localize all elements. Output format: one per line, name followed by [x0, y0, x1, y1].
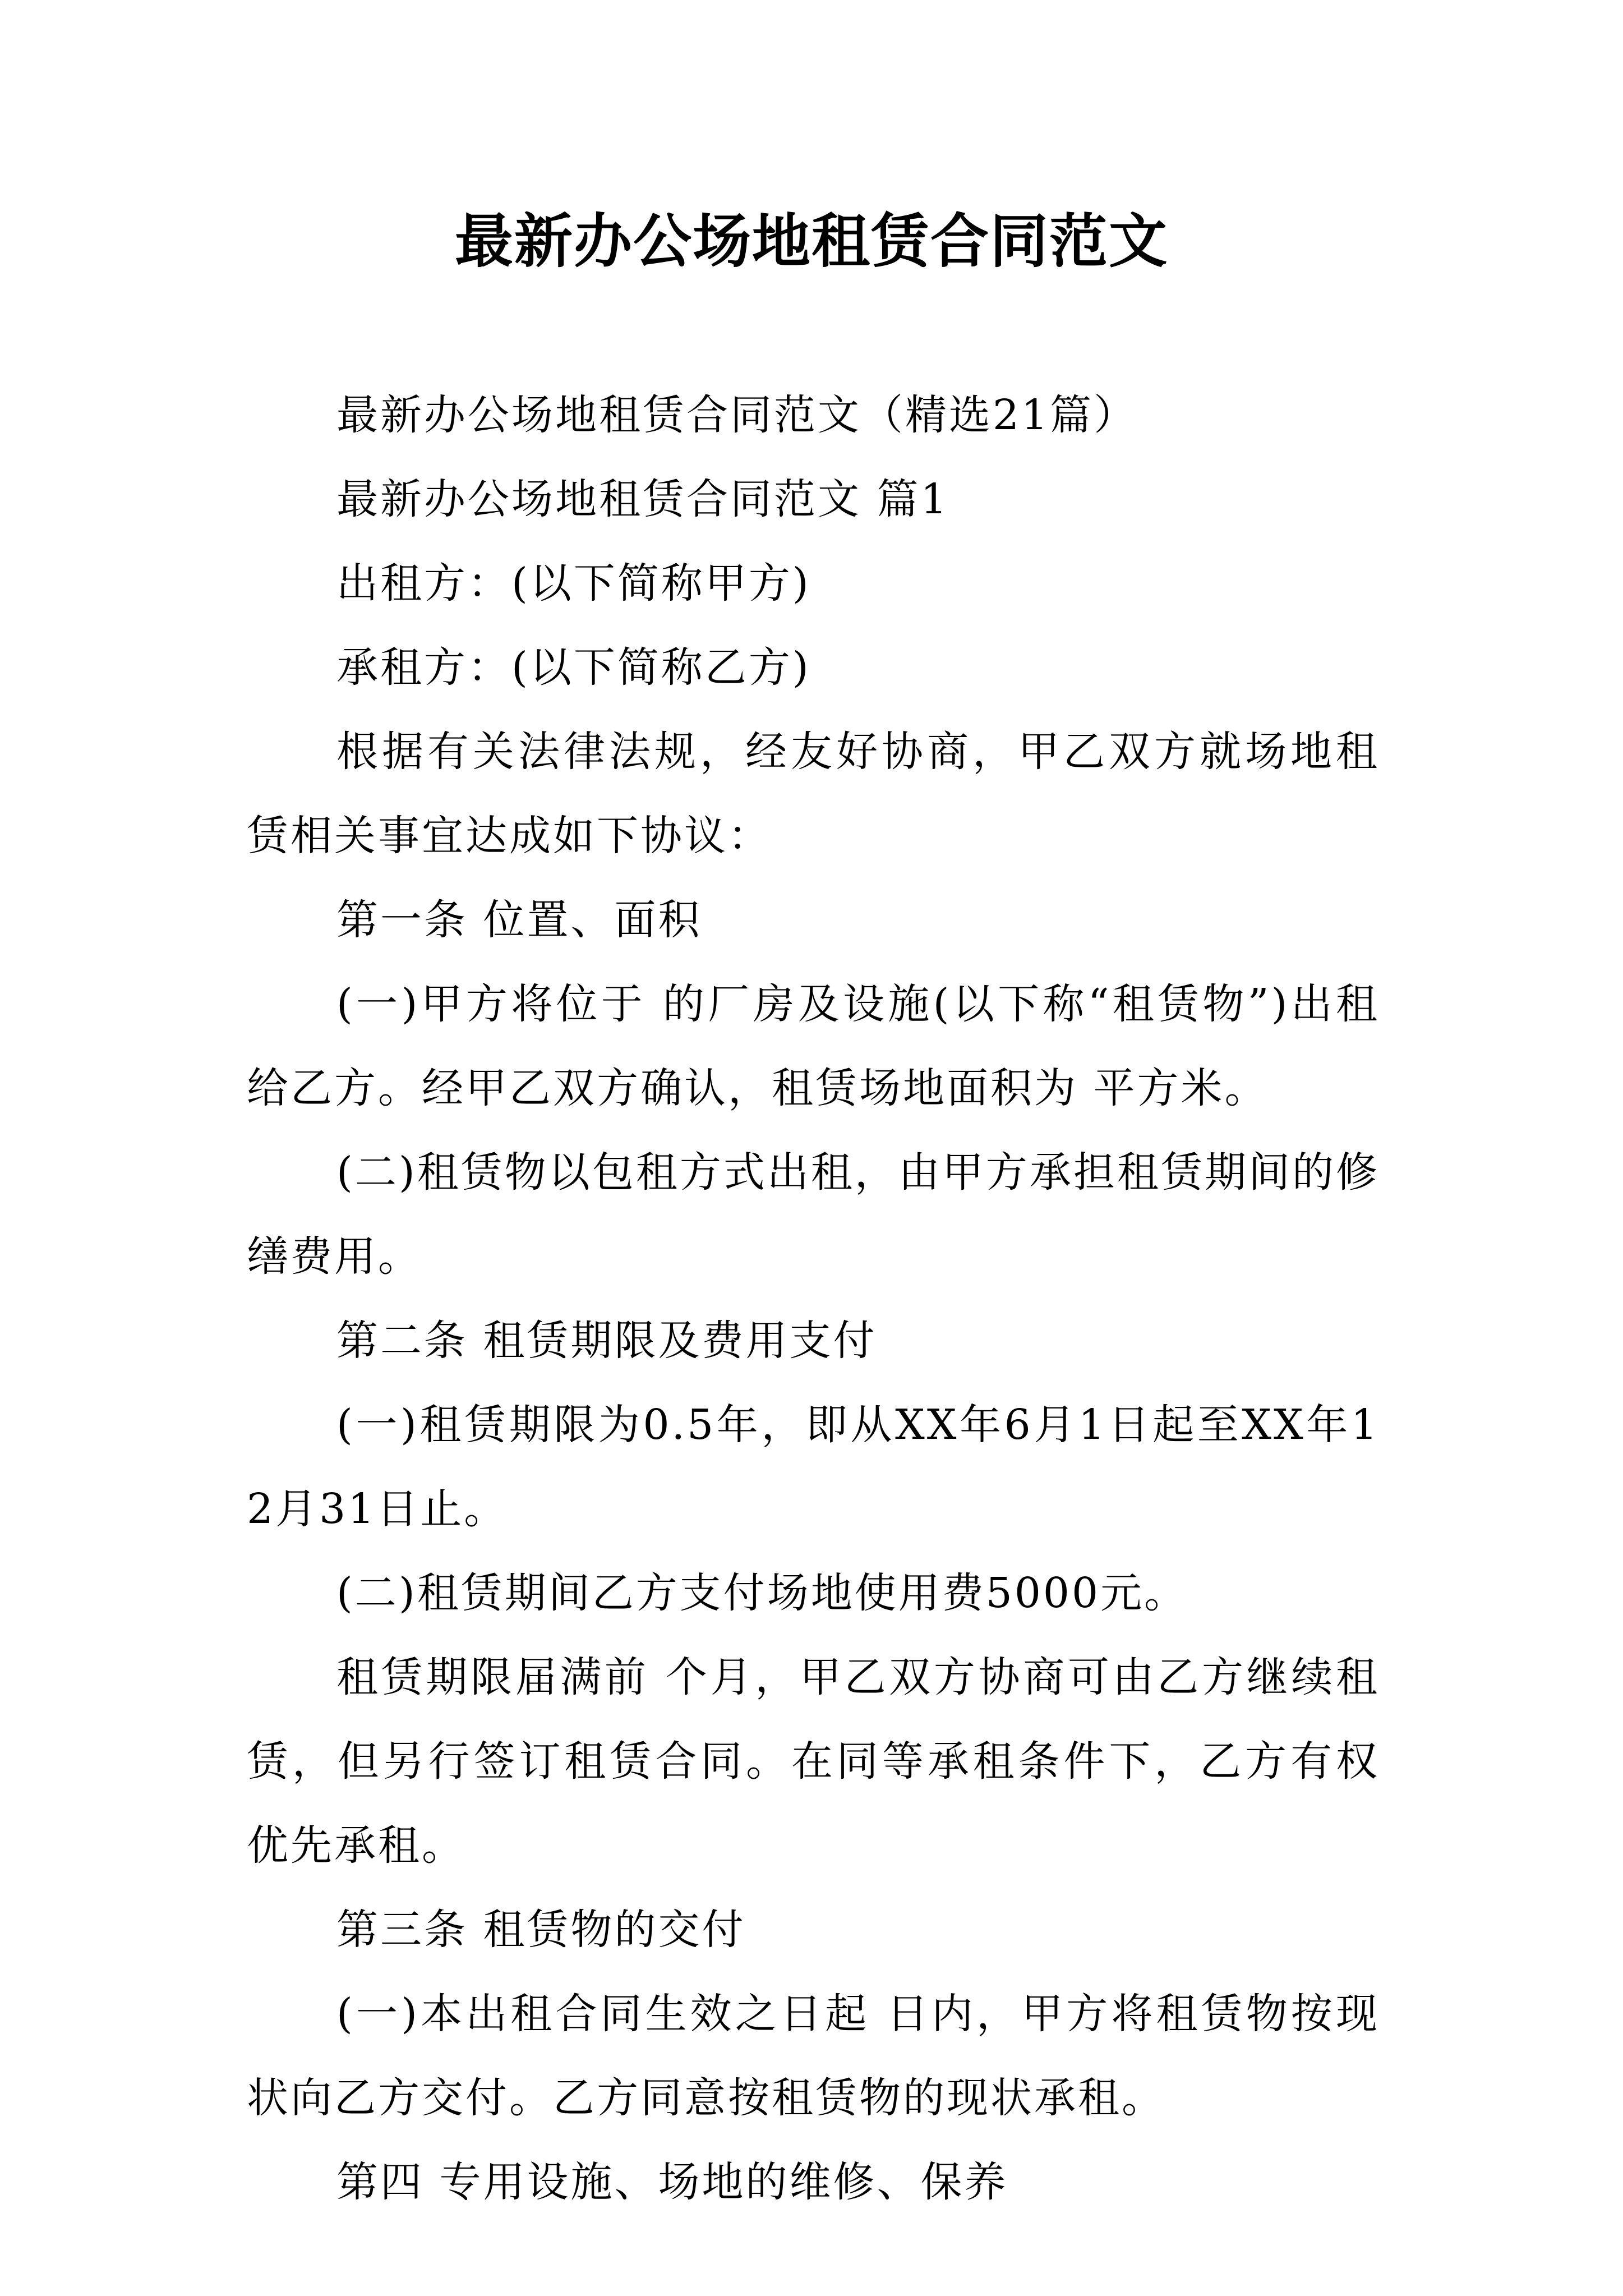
paragraph: 根据有关法律法规，经友好协商，甲乙双方就场地租赁相关事宜达成如下协议： — [247, 728, 1380, 860]
document-body — [247, 373, 1380, 2224]
paragraph: (一)租赁期限为0.5年，即从XX年6月1日起至XX年12月31日止。 — [247, 1401, 1380, 1533]
paragraph: 最新办公场地租赁合同范文（精选21篇） — [336, 391, 1138, 439]
document-title: 最新办公场地租赁合同范文 — [454, 206, 1168, 275]
section-heading: 第一条 位置、面积 — [336, 896, 702, 944]
paragraph: 出租方：(以下简称甲方) — [336, 559, 811, 608]
paragraph: (一)甲方将位于 的厂房及设施(以下称“租赁物”)出租给乙方。经甲乙双方确认，租赁场地面积为 平方米。 — [247, 980, 1380, 1112]
paragraph: (二)租赁期间乙方支付场地使用费5000元。 — [336, 1569, 1188, 1617]
section-heading: 第三条 租赁物的交付 — [336, 1906, 746, 1954]
paragraph: (二)租赁物以包租方式出租，由甲方承担租赁期间的修缮费用。 — [247, 1148, 1380, 1281]
paragraph: 租赁期限届满前 个月，甲乙双方协商可由乙方继续租赁，但另行签订租赁合同。在同等承租条件下，乙方有权优先承租。 — [247, 1653, 1380, 1870]
paragraph: 最新办公场地租赁合同范文 篇1 — [336, 475, 949, 523]
paragraph: 承租方：(以下简称乙方) — [336, 643, 811, 692]
paragraph: (一)本出租合同生效之日起 日内，甲方将租赁物按现状向乙方交付。乙方同意按租赁物的现状承租。 — [247, 1990, 1380, 2122]
section-heading: 第二条 租赁期限及费用支付 — [336, 1317, 877, 1365]
section-heading: 第四 专用设施、场地的维修、保养 — [336, 2158, 1008, 2206]
